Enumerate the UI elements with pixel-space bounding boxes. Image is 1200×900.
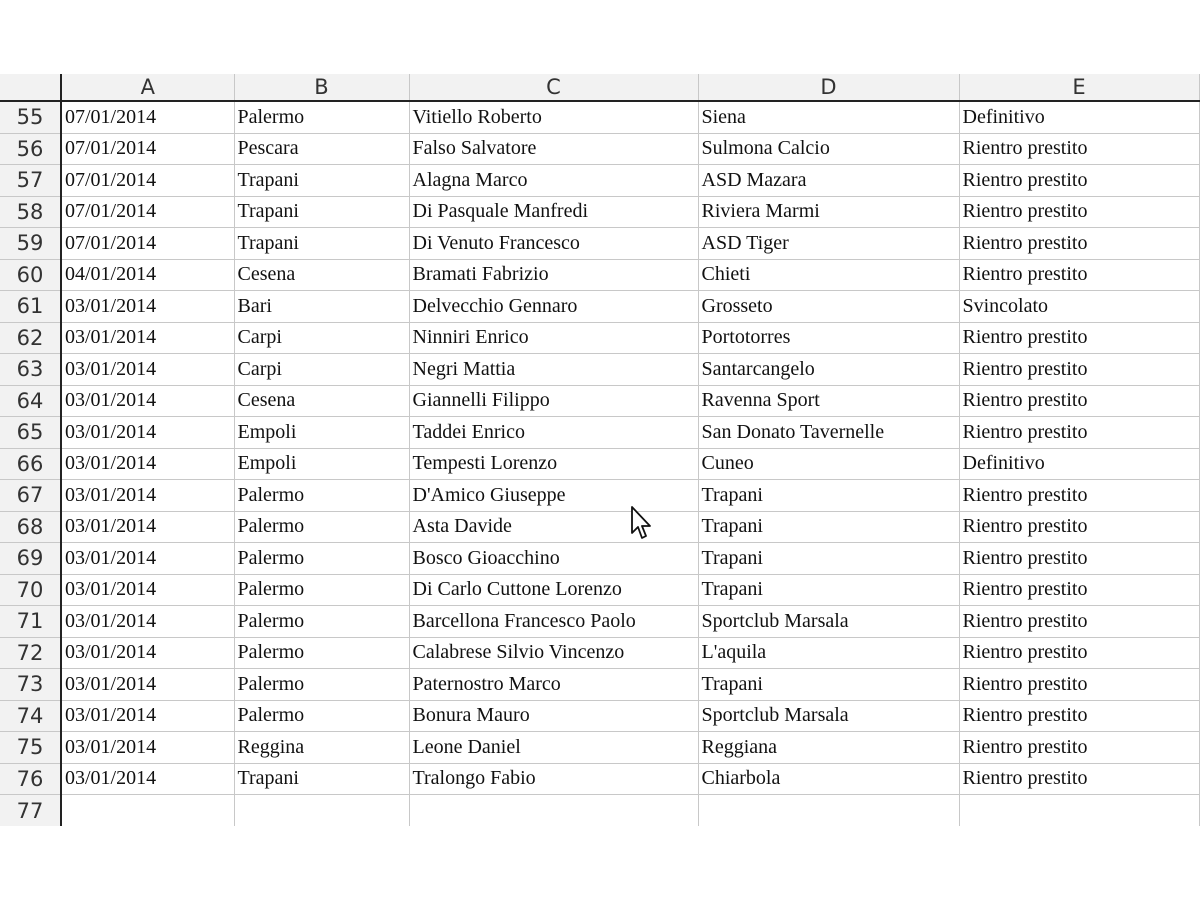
- cell-d[interactable]: Chiarbola: [698, 763, 959, 795]
- table-row: [0, 354, 1199, 386]
- table-row: [0, 511, 1199, 543]
- cell-a[interactable]: 03/01/2014: [61, 637, 234, 669]
- cell-b[interactable]: Cesena: [234, 259, 409, 291]
- cell-e[interactable]: Rientro prestito: [959, 637, 1199, 669]
- cell-b[interactable]: Palermo: [234, 606, 409, 638]
- table-row: [0, 196, 1199, 228]
- cell-d[interactable]: Ravenna Sport: [698, 385, 959, 417]
- cell-c[interactable]: Negri Mattia: [409, 354, 698, 386]
- row-header[interactable]: 76: [0, 763, 61, 795]
- row-header[interactable]: 62: [0, 322, 61, 354]
- table-row: [0, 480, 1199, 512]
- table-row: [0, 322, 1199, 354]
- table-row: [0, 574, 1199, 606]
- table-row: [0, 133, 1199, 165]
- cell-b[interactable]: Empoli: [234, 417, 409, 449]
- cell-c[interactable]: Barcellona Francesco Paolo: [409, 606, 698, 638]
- row-header[interactable]: 57: [0, 165, 61, 197]
- table-row: [0, 669, 1199, 701]
- cell-e[interactable]: Rientro prestito: [959, 763, 1199, 795]
- cell-e[interactable]: Rientro prestito: [959, 228, 1199, 260]
- table-row: [0, 606, 1199, 638]
- cell-a[interactable]: 07/01/2014: [61, 101, 234, 133]
- table-row: [0, 637, 1199, 669]
- cell-b[interactable]: Palermo: [234, 480, 409, 512]
- row-header[interactable]: 74: [0, 700, 61, 732]
- row-header[interactable]: 66: [0, 448, 61, 480]
- select-all-corner[interactable]: [0, 74, 61, 101]
- cell-b[interactable]: Bari: [234, 291, 409, 323]
- cell-a[interactable]: 03/01/2014: [61, 291, 234, 323]
- cell-a[interactable]: 03/01/2014: [61, 574, 234, 606]
- cell-a[interactable]: 03/01/2014: [61, 448, 234, 480]
- cell-d[interactable]: Reggiana: [698, 732, 959, 764]
- cell-d[interactable]: Sulmona Calcio: [698, 133, 959, 165]
- cell-b[interactable]: Reggina: [234, 732, 409, 764]
- cell-d[interactable]: Grosseto: [698, 291, 959, 323]
- cell-c[interactable]: Tempesti Lorenzo: [409, 448, 698, 480]
- cell-e[interactable]: Rientro prestito: [959, 417, 1199, 449]
- table-row: [0, 385, 1199, 417]
- cell-c[interactable]: Tralongo Fabio: [409, 763, 698, 795]
- table-row: [0, 101, 1199, 133]
- cell-a[interactable]: 03/01/2014: [61, 732, 234, 764]
- cell-d[interactable]: Chieti: [698, 259, 959, 291]
- row-header[interactable]: 55: [0, 101, 61, 133]
- cell-c[interactable]: Leone Daniel: [409, 732, 698, 764]
- cell-b[interactable]: Trapani: [234, 196, 409, 228]
- cell-d[interactable]: Trapani: [698, 543, 959, 575]
- cell-c[interactable]: Giannelli Filippo: [409, 385, 698, 417]
- table-row: [0, 795, 1199, 827]
- cell-c[interactable]: Falso Salvatore: [409, 133, 698, 165]
- cell-a[interactable]: 07/01/2014: [61, 165, 234, 197]
- cell-b[interactable]: Pescara: [234, 133, 409, 165]
- cell-b[interactable]: Trapani: [234, 228, 409, 260]
- cell-e[interactable]: Definitivo: [959, 448, 1199, 480]
- row-header[interactable]: 60: [0, 259, 61, 291]
- cell-b[interactable]: Palermo: [234, 700, 409, 732]
- cell-d[interactable]: ASD Mazara: [698, 165, 959, 197]
- cell-c[interactable]: Asta Davide: [409, 511, 698, 543]
- row-header[interactable]: 58: [0, 196, 61, 228]
- table-row: [0, 732, 1199, 764]
- cell-e[interactable]: Rientro prestito: [959, 480, 1199, 512]
- cell-c[interactable]: Taddei Enrico: [409, 417, 698, 449]
- cell-b[interactable]: Palermo: [234, 543, 409, 575]
- column-header-a[interactable]: A: [61, 74, 234, 101]
- column-header-row: [0, 74, 1199, 101]
- row-header[interactable]: 68: [0, 511, 61, 543]
- row-header[interactable]: 65: [0, 417, 61, 449]
- row-header[interactable]: 75: [0, 732, 61, 764]
- cell-e[interactable]: Svincolato: [959, 291, 1199, 323]
- cell-c[interactable]: Di Pasquale Manfredi: [409, 196, 698, 228]
- cell-c[interactable]: Calabrese Silvio Vincenzo: [409, 637, 698, 669]
- cell-d[interactable]: Cuneo: [698, 448, 959, 480]
- cell-c[interactable]: [409, 795, 698, 827]
- row-header[interactable]: 61: [0, 291, 61, 323]
- cell-b[interactable]: Palermo: [234, 101, 409, 133]
- cell-c[interactable]: Di Carlo Cuttone Lorenzo: [409, 574, 698, 606]
- cell-d[interactable]: ASD Tiger: [698, 228, 959, 260]
- cell-a[interactable]: 03/01/2014: [61, 543, 234, 575]
- cell-e[interactable]: Rientro prestito: [959, 133, 1199, 165]
- table-row: [0, 763, 1199, 795]
- cell-c[interactable]: Bosco Gioacchino: [409, 543, 698, 575]
- column-header-b[interactable]: B: [234, 74, 409, 101]
- cell-e[interactable]: Rientro prestito: [959, 543, 1199, 575]
- row-header[interactable]: 67: [0, 480, 61, 512]
- cell-d[interactable]: Trapani: [698, 574, 959, 606]
- row-header[interactable]: 63: [0, 354, 61, 386]
- row-header[interactable]: 72: [0, 637, 61, 669]
- cell-a[interactable]: 03/01/2014: [61, 606, 234, 638]
- cell-b[interactable]: Trapani: [234, 165, 409, 197]
- table-row: [0, 291, 1199, 323]
- cell-a[interactable]: 03/01/2014: [61, 385, 234, 417]
- cell-c[interactable]: Alagna Marco: [409, 165, 698, 197]
- cell-d[interactable]: Sportclub Marsala: [698, 606, 959, 638]
- cell-e[interactable]: [959, 795, 1199, 827]
- cell-c[interactable]: Bonura Mauro: [409, 700, 698, 732]
- table-row: [0, 448, 1199, 480]
- cell-a[interactable]: [61, 795, 234, 827]
- row-header[interactable]: 77: [0, 795, 61, 827]
- cell-e[interactable]: Rientro prestito: [959, 196, 1199, 228]
- row-header[interactable]: 73: [0, 669, 61, 701]
- cell-c[interactable]: Ninniri Enrico: [409, 322, 698, 354]
- table-row: [0, 417, 1199, 449]
- cell-d[interactable]: Riviera Marmi: [698, 196, 959, 228]
- cell-e[interactable]: Rientro prestito: [959, 165, 1199, 197]
- cell-b[interactable]: Palermo: [234, 669, 409, 701]
- column-header-c[interactable]: C: [409, 74, 698, 101]
- cell-d[interactable]: Sportclub Marsala: [698, 700, 959, 732]
- cell-e[interactable]: Rientro prestito: [959, 574, 1199, 606]
- table-row: [0, 700, 1199, 732]
- cell-d[interactable]: Portotorres: [698, 322, 959, 354]
- cell-a[interactable]: 03/01/2014: [61, 763, 234, 795]
- cell-d[interactable]: L'aquila: [698, 637, 959, 669]
- cell-c[interactable]: Paternostro Marco: [409, 669, 698, 701]
- cell-a[interactable]: 03/01/2014: [61, 417, 234, 449]
- cell-c[interactable]: Di Venuto Francesco: [409, 228, 698, 260]
- cell-e[interactable]: Rientro prestito: [959, 511, 1199, 543]
- cell-a[interactable]: 03/01/2014: [61, 480, 234, 512]
- column-header-e[interactable]: E: [959, 74, 1199, 101]
- cell-e[interactable]: Rientro prestito: [959, 322, 1199, 354]
- cell-b[interactable]: [234, 795, 409, 827]
- cell-d[interactable]: Trapani: [698, 669, 959, 701]
- cell-a[interactable]: 07/01/2014: [61, 228, 234, 260]
- cell-b[interactable]: Palermo: [234, 637, 409, 669]
- cell-a[interactable]: 03/01/2014: [61, 354, 234, 386]
- cell-e[interactable]: Rientro prestito: [959, 259, 1199, 291]
- cell-a[interactable]: 03/01/2014: [61, 511, 234, 543]
- cell-a[interactable]: 04/01/2014: [61, 259, 234, 291]
- cell-c[interactable]: Vitiello Roberto: [409, 101, 698, 133]
- cell-e[interactable]: Rientro prestito: [959, 732, 1199, 764]
- cell-a[interactable]: 07/01/2014: [61, 196, 234, 228]
- cell-d[interactable]: Trapani: [698, 480, 959, 512]
- cell-d[interactable]: Santarcangelo: [698, 354, 959, 386]
- cell-c[interactable]: D'Amico Giuseppe: [409, 480, 698, 512]
- row-header[interactable]: 64: [0, 385, 61, 417]
- table-row: [0, 259, 1199, 291]
- row-header[interactable]: 71: [0, 606, 61, 638]
- cell-d[interactable]: Trapani: [698, 511, 959, 543]
- row-header[interactable]: 59: [0, 228, 61, 260]
- column-header-d[interactable]: D: [698, 74, 959, 101]
- table-row: [0, 165, 1199, 197]
- mouse-pointer-icon: [630, 505, 654, 541]
- row-header[interactable]: 70: [0, 574, 61, 606]
- cell-c[interactable]: Bramati Fabrizio: [409, 259, 698, 291]
- cell-e[interactable]: Definitivo: [959, 101, 1199, 133]
- cell-b[interactable]: Palermo: [234, 511, 409, 543]
- cell-e[interactable]: Rientro prestito: [959, 606, 1199, 638]
- cell-a[interactable]: 03/01/2014: [61, 322, 234, 354]
- cell-b[interactable]: Carpi: [234, 322, 409, 354]
- cell-a[interactable]: 07/01/2014: [61, 133, 234, 165]
- table-row: [0, 228, 1199, 260]
- cell-c[interactable]: Delvecchio Gennaro: [409, 291, 698, 323]
- cell-b[interactable]: Empoli: [234, 448, 409, 480]
- cell-b[interactable]: Cesena: [234, 385, 409, 417]
- cell-b[interactable]: Carpi: [234, 354, 409, 386]
- cell-b[interactable]: Palermo: [234, 574, 409, 606]
- cell-a[interactable]: 03/01/2014: [61, 669, 234, 701]
- row-header[interactable]: 69: [0, 543, 61, 575]
- spreadsheet-grid: [0, 74, 1200, 826]
- row-header[interactable]: 56: [0, 133, 61, 165]
- spreadsheet-table: [0, 74, 1200, 826]
- table-row: [0, 543, 1199, 575]
- cell-e[interactable]: Rientro prestito: [959, 354, 1199, 386]
- cell-d[interactable]: San Donato Tavernelle: [698, 417, 959, 449]
- cell-b[interactable]: Trapani: [234, 763, 409, 795]
- cell-e[interactable]: Rientro prestito: [959, 669, 1199, 701]
- cell-d[interactable]: Siena: [698, 101, 959, 133]
- cell-d[interactable]: [698, 795, 959, 827]
- cell-e[interactable]: Rientro prestito: [959, 385, 1199, 417]
- cell-e[interactable]: Rientro prestito: [959, 700, 1199, 732]
- cell-a[interactable]: 03/01/2014: [61, 700, 234, 732]
